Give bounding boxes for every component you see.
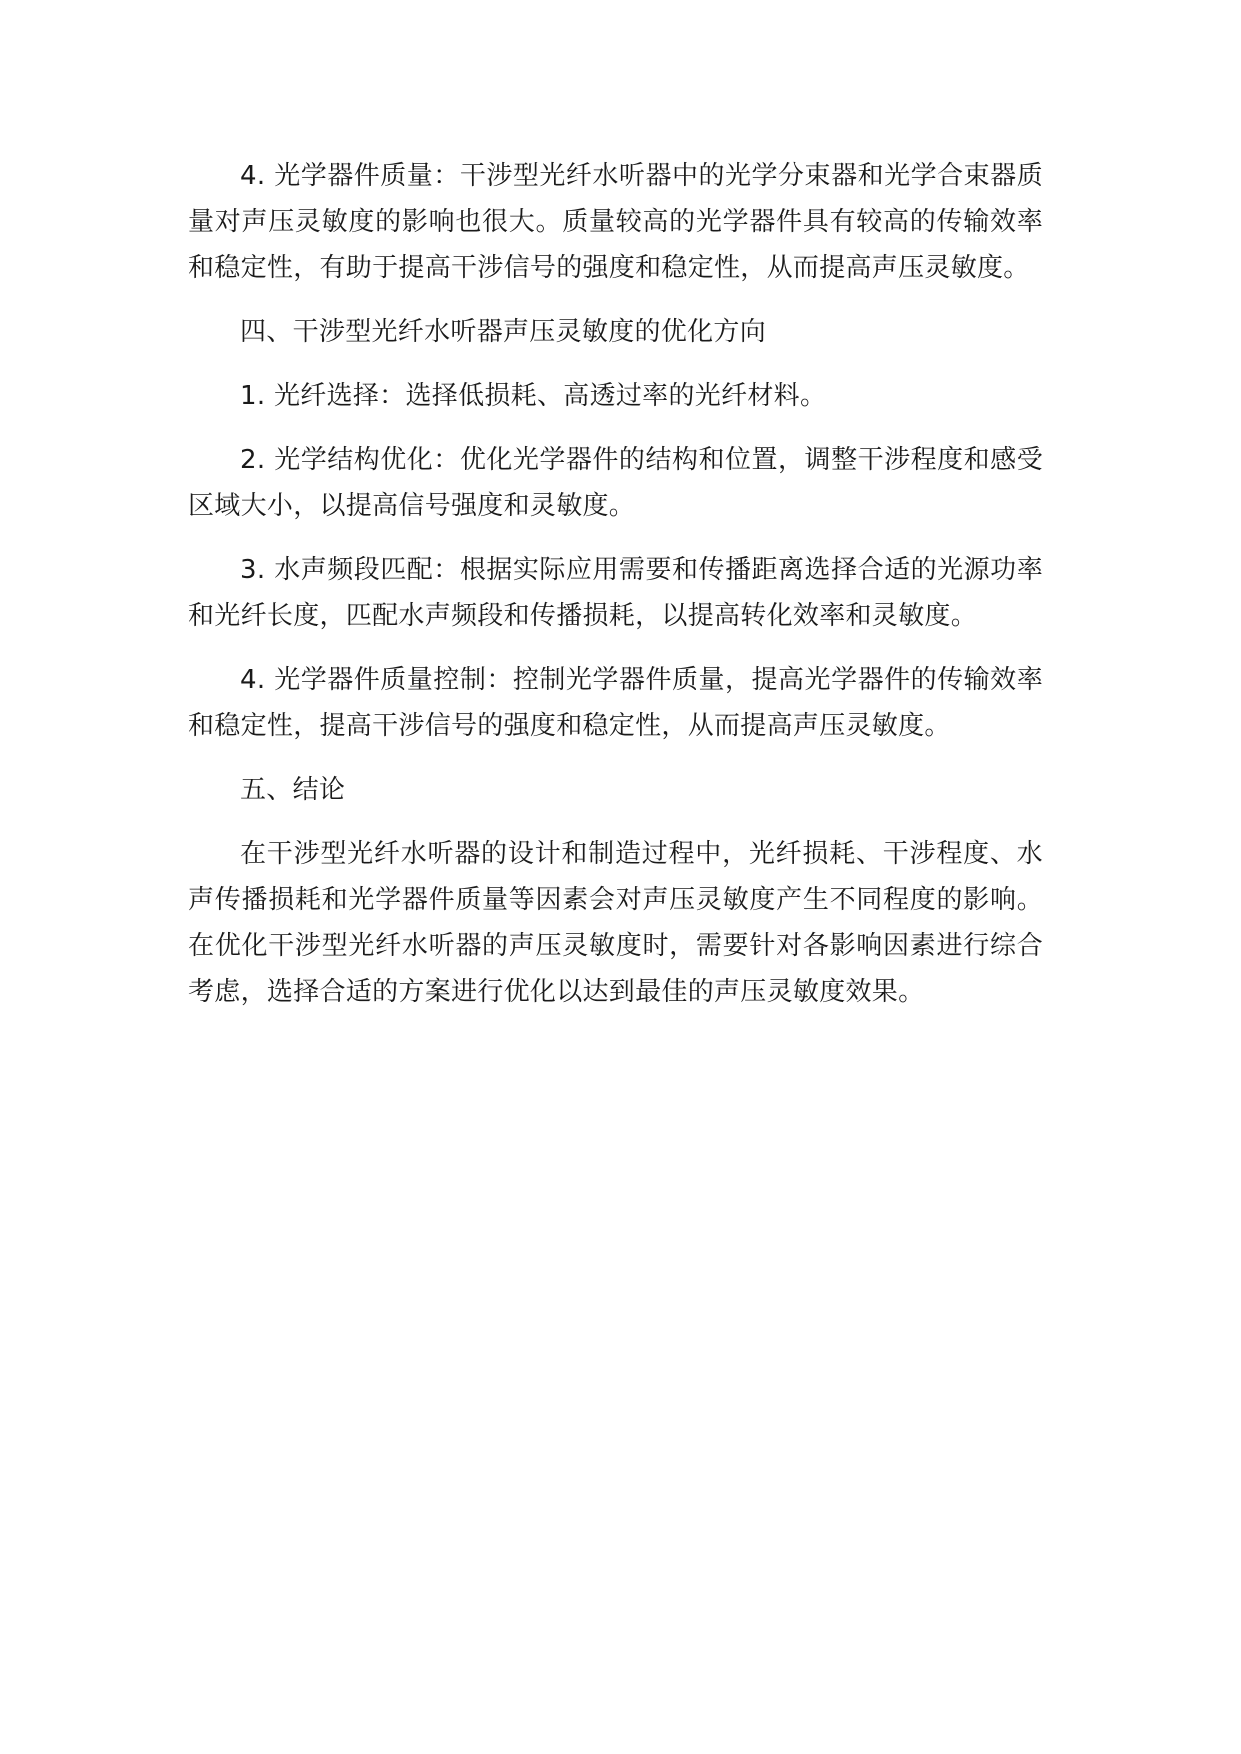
- paragraph-fiber-selection: 1. 光纤选择：选择低损耗、高透过率的光纤材料。: [240, 381, 827, 411]
- paragraph-frequency-matching: 3. 水声频段匹配：根据实际应用需要和传播距离选择合适的光源功率和光纤长度，匹配水声频段和传播损耗，以提高转化效率和灵敏度。: [188, 555, 1043, 631]
- paragraph-optical-device-quality: 4. 光学器件质量：干涉型光纤水听器中的光学分束器和光学合束器质量对声压灵敏度的影响也很大。质量较高的光学器件具有较高的传输效率和稳定性，有助于提高干涉信号的强度和稳定性，从而提高声压灵敏度。: [188, 161, 1043, 283]
- section-heading-conclusion: 五、结论: [240, 775, 346, 805]
- document-body: [188, 153, 1043, 1033]
- paragraph-conclusion: 在干涉型光纤水听器的设计和制造过程中，光纤损耗、干涉程度、水声传播损耗和光学器件质量等因素会对声压灵敏度产生不同程度的影响。在优化干涉型光纤水听器的声压灵敏度时，需要针对各影响因素进行综合考虑，选择合适的方案进行优化以达到最佳的声压灵敏度效果。: [188, 839, 1043, 1007]
- paragraph-quality-control: 4. 光学器件质量控制：控制光学器件质量，提高光学器件的传输效率和稳定性，提高干涉信号的强度和稳定性，从而提高声压灵敏度。: [188, 665, 1043, 741]
- paragraph-optical-structure: 2. 光学结构优化：优化光学器件的结构和位置，调整干涉程度和感受区域大小，以提高信号强度和灵敏度。: [188, 445, 1043, 521]
- section-heading-optimization: 四、干涉型光纤水听器声压灵敏度的优化方向: [240, 317, 767, 347]
